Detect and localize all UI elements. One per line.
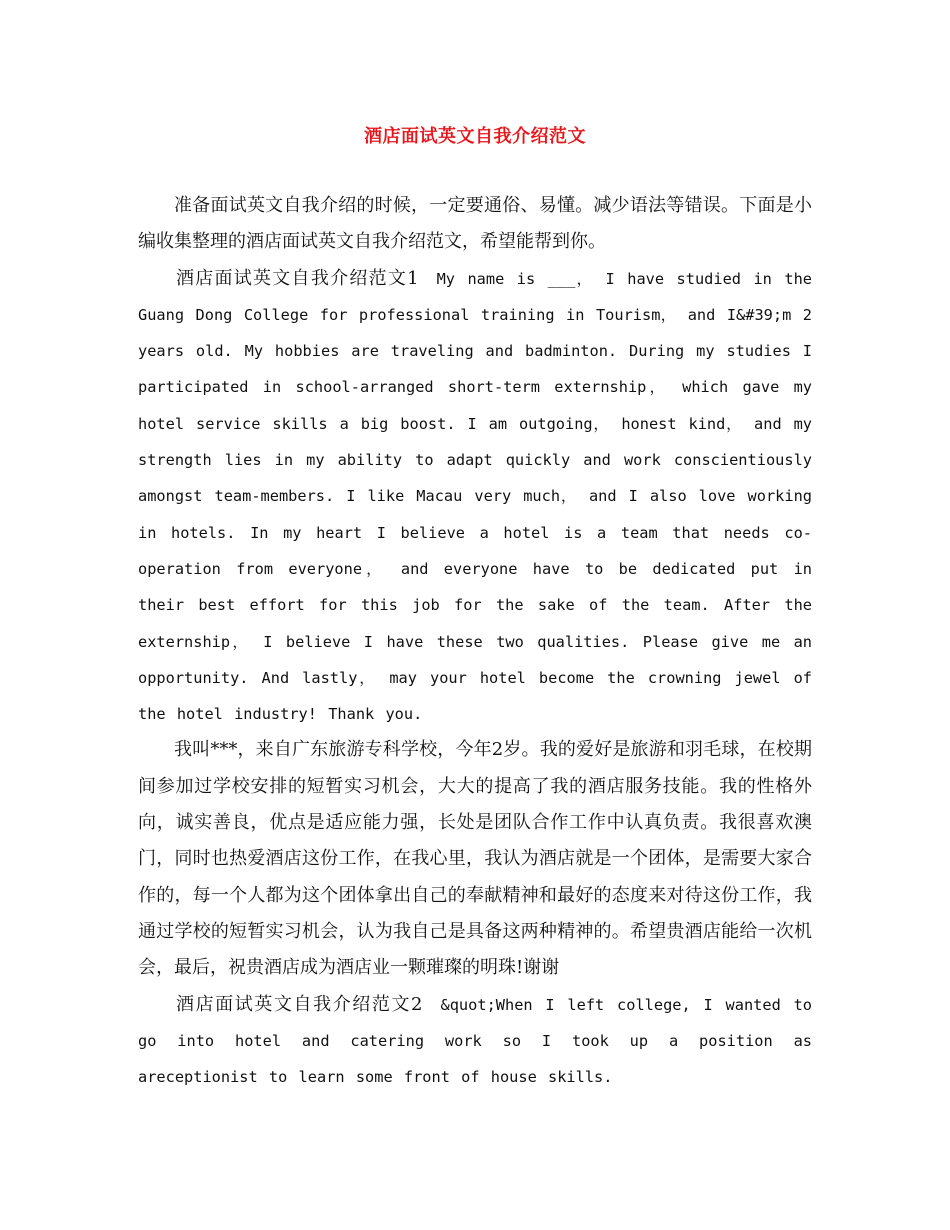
document-title: 酒店面试英文自我介绍范文 [364,126,586,147]
sample2-heading: 酒店面试英文自我介绍范文2 [176,993,423,1015]
sample1-english-paragraph [138,261,812,733]
sample2-english-paragraph [138,987,812,1096]
sample1-english-text: My name is ___， I have studied in the Guang Dong College for professional training in Tourism， and I&#39;m 2 years old. My hobbies are traveling and badminton. During my studies I participated in school-arranged short-term externship， which gave my hotel service skills a big boost. I am outgoing， honest kind， and my strength lies in my ability to adapt quickly and work conscientiously amongst team-members. I like Macau very much， and I also love working in hotels. In my heart I believe a hotel is a team that needs co-operation from everyone， and everyone have to be dedicated put in their best effort for this job for the sake of the team. After the externship， I believe I have these two qualities. Please give me an opportunity. And lastly， may your hotel become the crowning jewel of the hotel industry! Thank you. [138,269,812,724]
intro-paragraph: 准备面试英文自我介绍的时候，一定要通俗、易懂。减少语法等错误。下面是小编收集整理的酒店面试英文自我介绍范文，希望能帮到你。 [138,195,812,253]
sample1-chinese-paragraph: 我叫***，来自广东旅游专科学校，今年2岁。我的爱好是旅游和羽毛球，在校期间参加过学校安排的短暂实习机会，大大的提高了我的酒店服务技能。我的性格外向，诚实善良，优点是适应能力强，长处是团队合作工作中认真负责。我很喜欢澳门，同时也热爱酒店这份工作，在我心里，我认为酒店就是一个团体，是需要大家合作的，每一个人都为这个团体拿出自己的奉献精神和最好的态度来对待这份工作，我通过学校的短暂实习机会，认为我自己是具备这两种精神的。希望贵酒店能给一次机会，最后，祝贵酒店成为酒店业一颗璀璨的明珠!谢谢 [138,739,812,979]
sample2-english-text: &quot;When I left college, I wanted to go into hotel and catering work so I took up a position as areceptionist to learn some front of house skills. [138,995,813,1087]
document-body [138,188,812,1095]
sample1-heading: 酒店面试英文自我介绍范文1 [176,267,419,289]
